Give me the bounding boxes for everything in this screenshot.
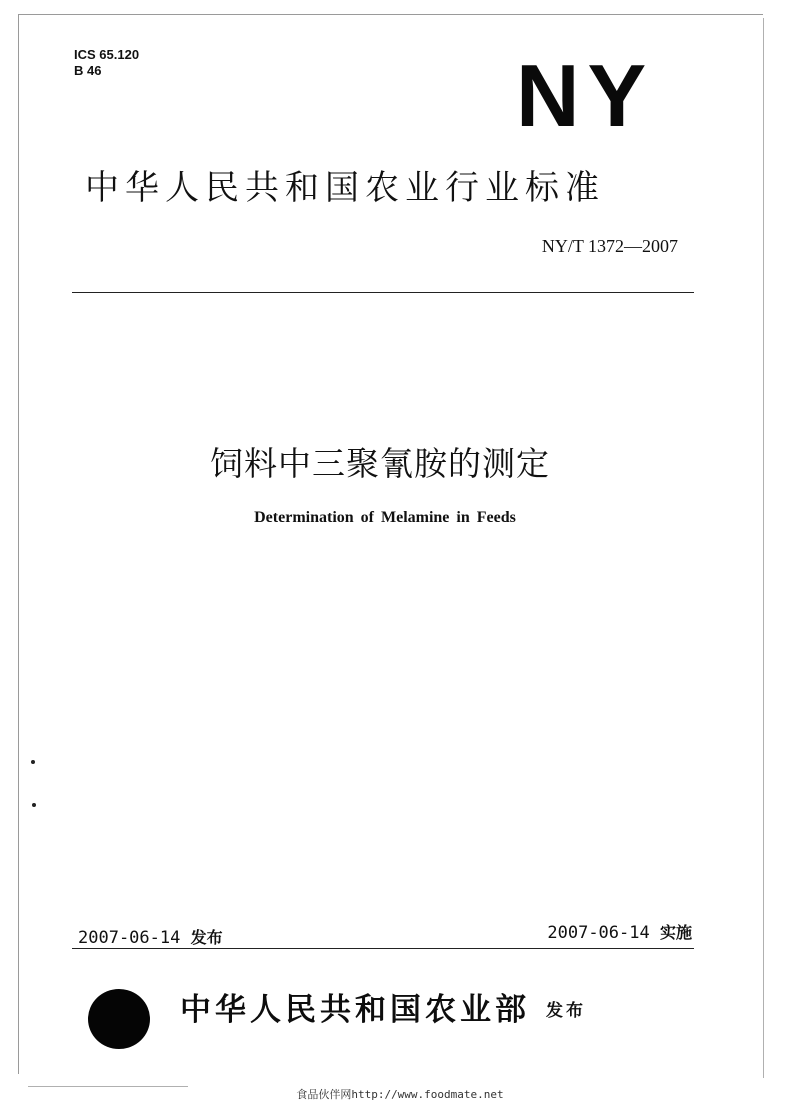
document-title-en: Determination of Melamine in Feeds <box>254 509 516 526</box>
footer-watermark-text: 食品伙伴网http://www.foodmate.net <box>296 1088 504 1101</box>
implement-date: 2007-06-14 <box>547 923 650 943</box>
scan-border-left <box>18 14 19 1074</box>
scan-dot <box>31 760 35 764</box>
scan-border-top <box>18 14 763 15</box>
ccs-code: B 46 <box>74 63 102 78</box>
brand-mark: NY <box>516 46 655 145</box>
issue-date-line <box>78 925 223 948</box>
implement-label: 实施 <box>659 923 692 942</box>
classification-codes <box>74 47 139 79</box>
issue-label: 发布 <box>190 928 223 947</box>
issue-date: 2007-06-14 <box>78 928 181 948</box>
standard-title: 中华人民共和国农业行业标准 <box>85 168 605 208</box>
issuer-action: 发布 <box>546 1001 586 1021</box>
scan-border-right <box>763 18 764 1078</box>
seal-icon <box>88 989 150 1049</box>
footer-divider <box>72 948 694 949</box>
header-divider <box>72 292 694 293</box>
scan-dot <box>32 803 36 807</box>
ics-code: ICS 65.120 <box>74 47 140 62</box>
issuer-name: 中华人民共和国农业部 <box>180 992 530 1028</box>
implement-date-line <box>547 920 692 943</box>
document-title-cn: 饲料中三聚氰胺的测定 <box>210 444 550 483</box>
standard-number: NY/T 1372—2007 <box>541 236 678 256</box>
